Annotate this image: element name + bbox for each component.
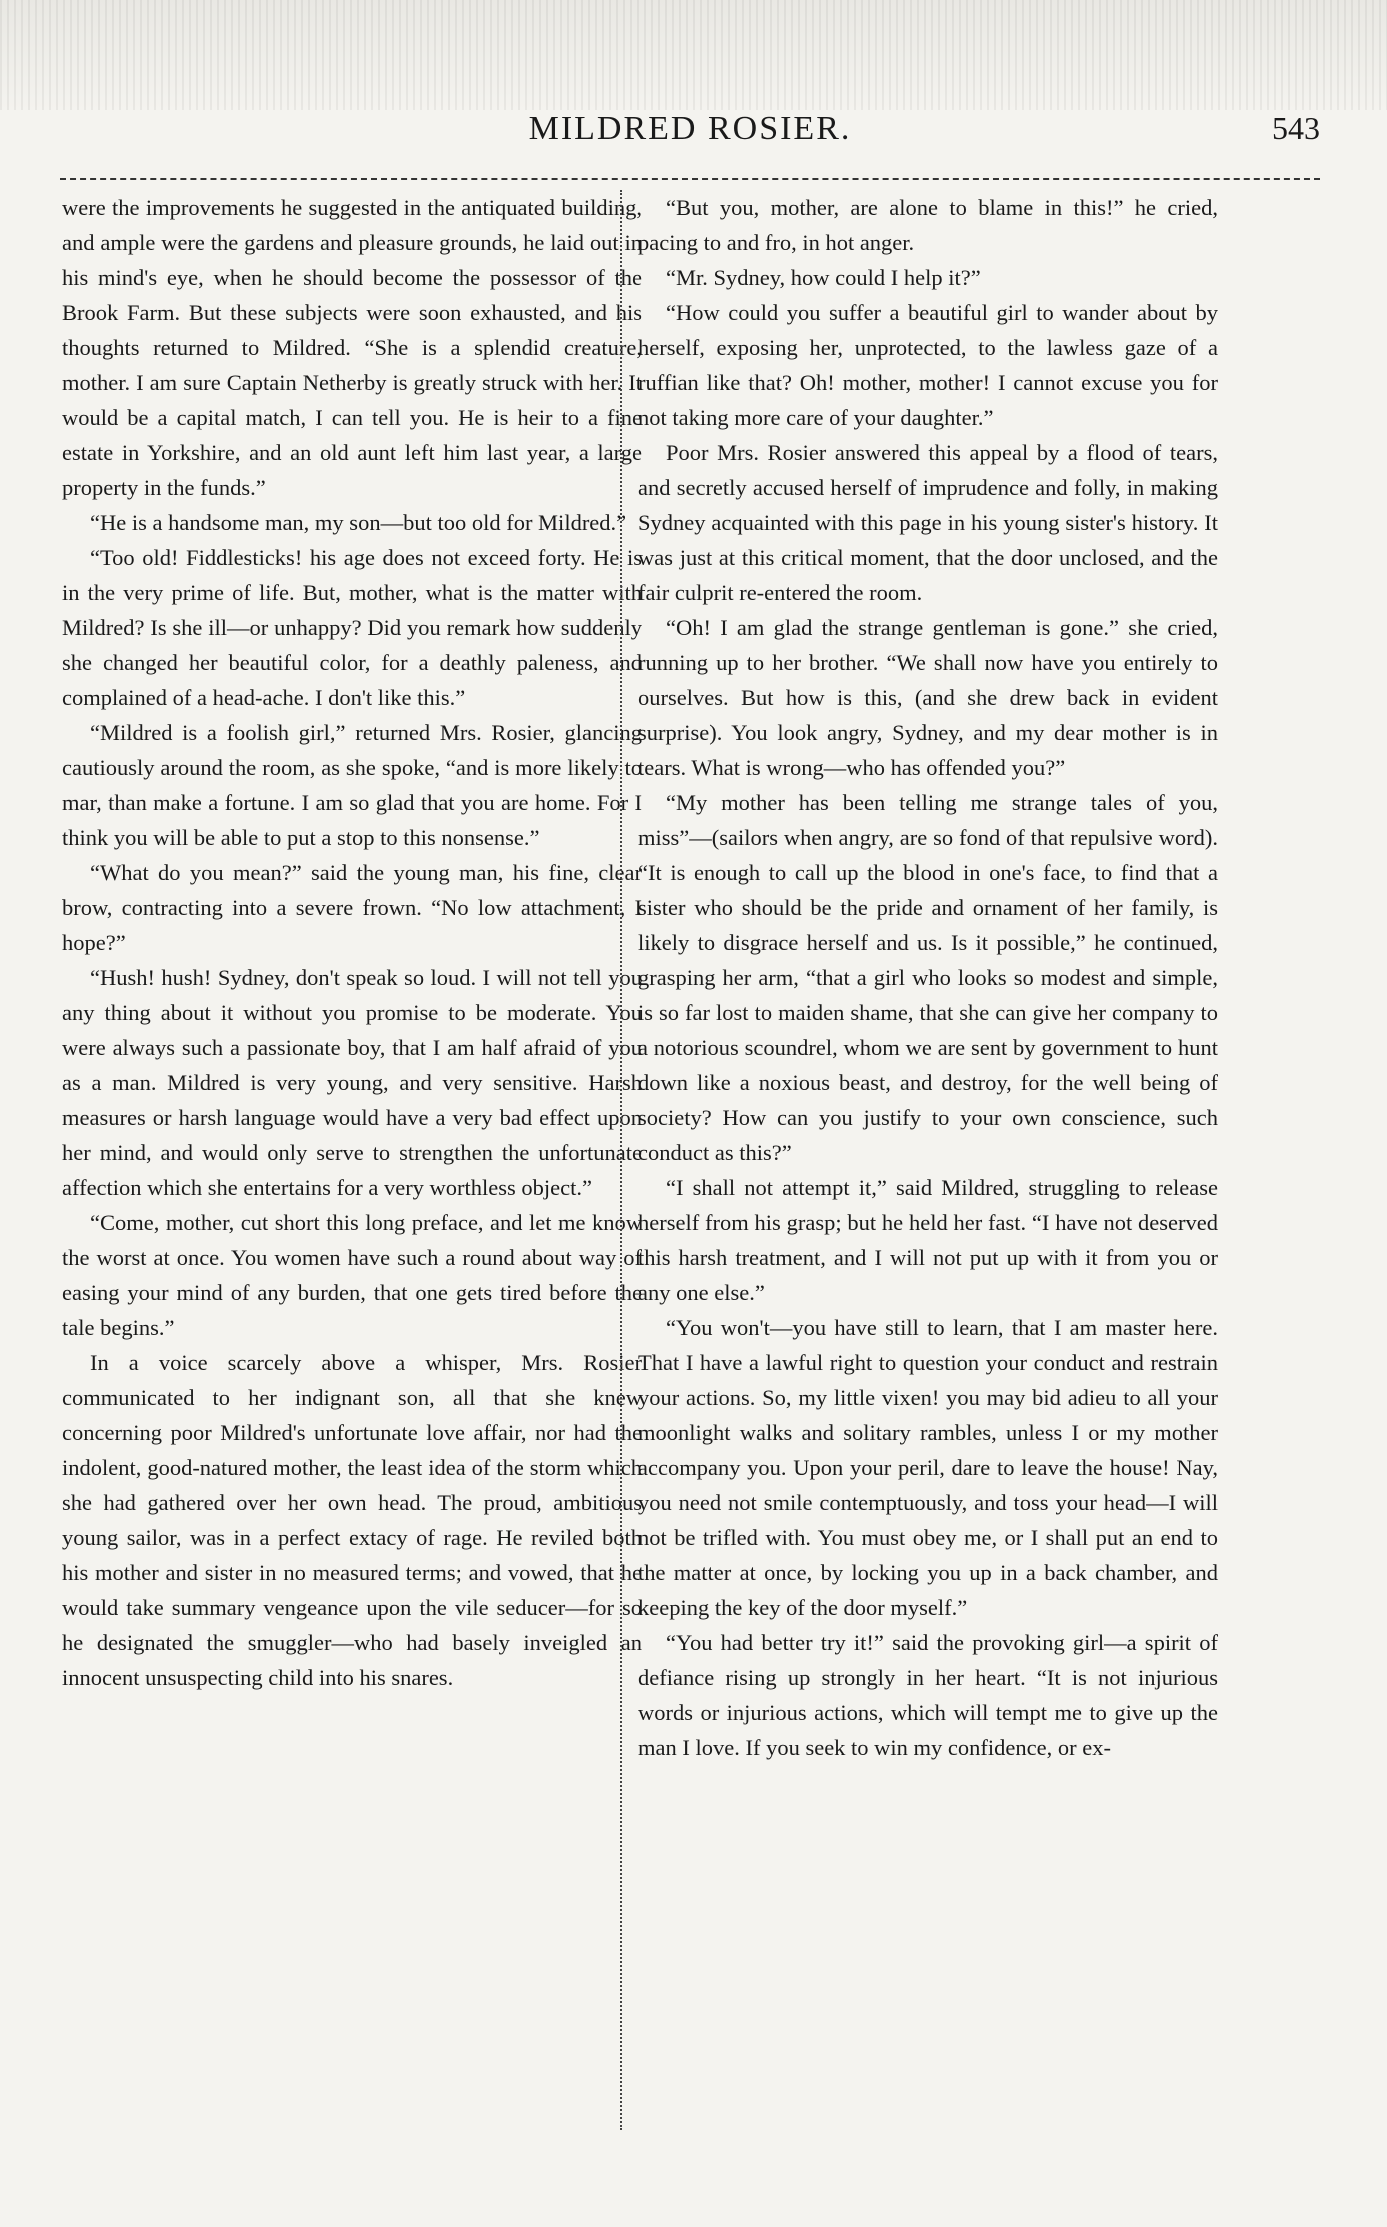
paragraph: “I shall not attempt it,” said Mildred, struggling to release herself from his grasp; but he held her fast. “I have not deserved this harsh treatment, and I will not put up with it from you or any one else.” — [638, 1175, 1218, 1305]
paragraph: “Hush! hush! Sydney, don't speak so loud. I will not tell you any thing about it without you promise to be moderate. You were always such a passionate boy, that I am half afraid of you as a man. Mildred is very young, and very sensitive. Harsh measures or harsh language would have a very bad effect upon her mind, and would only serve to strengthen the unfortunate affection which she entertains for a very worthless object.” — [62, 965, 642, 1200]
paragraph: “How could you suffer a beautiful girl to wander about by herself, exposing her, unprotected, to the lawless gaze of a ruffian like that? Oh! mother, mother! I cannot excuse you for not taking more care of your daughter.” — [638, 300, 1218, 430]
paragraph: “Mildred is a foolish girl,” returned Mrs. Rosier, glancing cautiously around the room, as she spoke, “and is more likely to mar, than make a fortune. I am so glad that you are home. For I think you will be able to put a stop to this nonsense.” — [62, 720, 642, 850]
paragraph: “You had better try it!” said the provoking girl—a spirit of defiance rising up strongly in her heart. “It is not injurious words or injurious actions, which will tempt me to give up the man I love. If you seek to win my confidence, or ex- — [638, 1630, 1218, 1760]
paragraph: “You won't—you have still to learn, that I am master here. That I have a lawful right to question your conduct and restrain your actions. So, my little vixen! you may bid adieu to all your moonlight walks and solitary rambles, unless I or my mother accompany you. Upon your peril, dare to leave the house! Nay, you need not smile contemptuously, and toss your head—I will not be trifled with. You must obey me, or I shall put an end to the matter at once, by locking you up in a back chamber, and keeping the key of the door myself.” — [638, 1315, 1218, 1620]
right-column — [638, 190, 1218, 1765]
paragraph: In a voice scarcely above a whisper, Mrs. Rosier communicated to her indignant son, all that she knew concerning poor Mildred's unfortunate love affair, nor had the indolent, good-natured mother, the least idea of the storm which she had gathered over her own head. The proud, ambitious young sailor, was in a perfect extacy of rage. He reviled both his mother and sister in no measured terms; and vowed, that he would take summary vengeance upon the vile seducer—for so he designated the smuggler—who had basely inveigled an innocent unsuspecting child into his snares. — [62, 1350, 642, 1690]
paragraph: Poor Mrs. Rosier answered this appeal by a flood of tears, and secretly accused herself of imprudence and folly, in making Sydney acquainted with this page in his young sister's history. It was just at this critical moment, that the door unclosed, and the fair culprit re-entered the room. — [638, 440, 1218, 605]
left-column — [62, 190, 642, 1695]
scan-noise-band — [0, 0, 1387, 110]
paragraph: “What do you mean?” said the young man, his fine, clear brow, contracting into a severe frown. “No low attachment, I hope?” — [62, 860, 642, 955]
page-number: 543 — [1272, 110, 1320, 146]
paragraph: “But you, mother, are alone to blame in this!” he cried, pacing to and fro, in hot anger. — [638, 195, 1218, 255]
paragraph: “Oh! I am glad the strange gentleman is gone.” she cried, running up to her brother. “We shall now have you entirely to ourselves. But how is this, (and she drew back in evident surprise). You look angry, Sydney, and my dear mother is in tears. What is wrong—who has offended you?” — [638, 615, 1218, 780]
paragraph: “Mr. Sydney, how could I help it?” — [666, 265, 981, 290]
header-rule — [60, 178, 1320, 180]
paragraph: “Come, mother, cut short this long preface, and let me know the worst at once. You women have such a round about way of easing your mind of any burden, that one gets tired before the tale begins.” — [62, 1210, 642, 1340]
paragraph: “Too old! Fiddlesticks! his age does not exceed forty. He is in the very prime of life. But, mother, what is the matter with Mildred? Is she ill—or unhappy? Did you remark how suddenly she changed her beautiful color, for a deathly paleness, and complained of a head-ache. I don't like this.” — [62, 545, 642, 710]
paragraph: “My mother has been telling me strange tales of you, miss”—(sailors when angry, are so fond of that repulsive word). “It is enough to call up the blood in one's face, to find that a sister who should be the pride and ornament of her family, is likely to disgrace herself and us. Is it possible,” he continued, grasping her arm, “that a girl who looks so modest and simple, is so far lost to maiden shame, that she can give her company to a notorious scoundrel, whom we are sent by government to hunt down like a noxious beast, and destroy, for the well being of society? How can you justify to your own conscience, such conduct as this?” — [638, 790, 1218, 1165]
paragraph: “He is a handsome man, my son—but too old for Mildred.” — [90, 510, 627, 535]
column-divider — [620, 190, 622, 2130]
paragraph: were the improvements he suggested in the antiquated building, and ample were the gardens and pleasure grounds, he laid out in his mind's eye, when he should become the possessor of the Brook Farm. But these subjects were soon exhausted, and his thoughts returned to Mildred. “She is a splendid creature, mother. I am sure Captain Netherby is greatly struck with her. It would be a capital match, I can tell you. He is heir to a fine estate in Yorkshire, and an old aunt left him last year, a large property in the funds.” — [62, 195, 642, 500]
page-title: MILDRED ROSIER. — [528, 110, 852, 147]
running-header — [60, 110, 1320, 160]
